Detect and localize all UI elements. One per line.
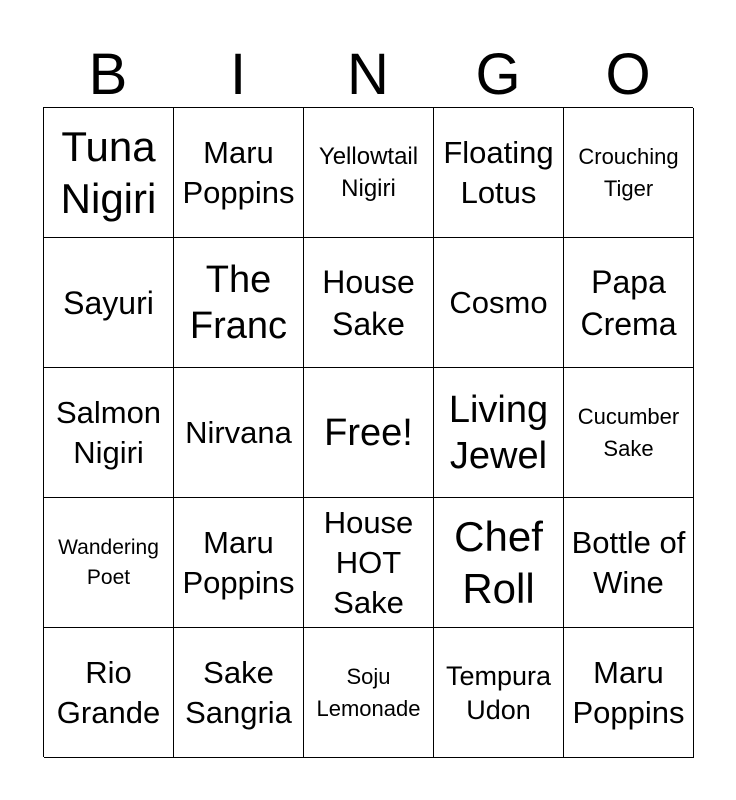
cell-text: Soju Lemonade (316, 663, 421, 721)
cell-text: Bottle of Wine (571, 524, 686, 600)
bingo-cell[interactable] (174, 498, 304, 628)
cell-text: Crouching Tiger (578, 143, 679, 201)
bingo-cell[interactable] (304, 238, 434, 368)
bingo-cell[interactable] (434, 498, 564, 628)
bingo-cell[interactable] (174, 628, 304, 758)
bingo-header (43, 42, 693, 108)
cell-text: Cosmo (449, 284, 548, 320)
bingo-cell[interactable] (174, 108, 304, 238)
bingo-cell[interactable] (564, 368, 694, 498)
bingo-grid (43, 107, 693, 757)
cell-text: House HOT Sake (323, 504, 414, 620)
cell-text: Chef Roll (454, 512, 543, 612)
header-letter-o: O (605, 42, 651, 107)
cell-text: Living Jewel (448, 388, 549, 477)
header-letter-n: N (347, 42, 389, 107)
cell-text: Salmon Nigiri (55, 394, 162, 470)
bingo-cell[interactable] (44, 628, 174, 758)
bingo-cell[interactable] (304, 628, 434, 758)
cell-text: Sake Sangria (185, 654, 292, 730)
bingo-cell[interactable] (44, 498, 174, 628)
bingo-cell[interactable] (434, 628, 564, 758)
header-letter-g: G (475, 42, 521, 107)
bingo-cell[interactable] (434, 238, 564, 368)
cell-text: Cucumber Sake (577, 403, 680, 461)
bingo-cell[interactable] (564, 108, 694, 238)
cell-text: Wandering Poet (58, 535, 159, 589)
cell-text: Sayuri (63, 284, 154, 321)
cell-text: Floating Lotus (443, 134, 554, 210)
cell-text: Maru Poppins (572, 654, 685, 730)
cell-text: Maru Poppins (182, 524, 295, 600)
cell-text: House Sake (322, 263, 415, 342)
cell-text: Tuna Nigiri (60, 122, 157, 222)
bingo-cell[interactable] (44, 108, 174, 238)
bingo-cell[interactable] (434, 368, 564, 498)
bingo-cell[interactable] (174, 368, 304, 498)
cell-text: Tempura Udon (445, 660, 552, 725)
header-letter-b: B (88, 42, 128, 107)
bingo-cell[interactable] (304, 498, 434, 628)
bingo-cell[interactable] (564, 628, 694, 758)
header-letter-i: I (229, 42, 247, 107)
cell-text: Rio Grande (56, 654, 161, 730)
cell-text: Free! (324, 411, 413, 454)
cell-text: Maru Poppins (182, 134, 295, 210)
cell-text: Yellowtail Nigiri (318, 142, 419, 202)
bingo-cell[interactable] (44, 368, 174, 498)
bingo-cell[interactable] (564, 238, 694, 368)
bingo-cell[interactable] (434, 108, 564, 238)
cell-text: Nirvana (185, 414, 292, 450)
cell-text: The Franc (189, 258, 288, 347)
bingo-cell[interactable] (564, 498, 694, 628)
cell-text: Papa Crema (580, 263, 677, 342)
bingo-cell[interactable] (44, 238, 174, 368)
bingo-cell[interactable] (304, 108, 434, 238)
free-space-cell[interactable] (304, 368, 434, 498)
bingo-cell[interactable] (174, 238, 304, 368)
